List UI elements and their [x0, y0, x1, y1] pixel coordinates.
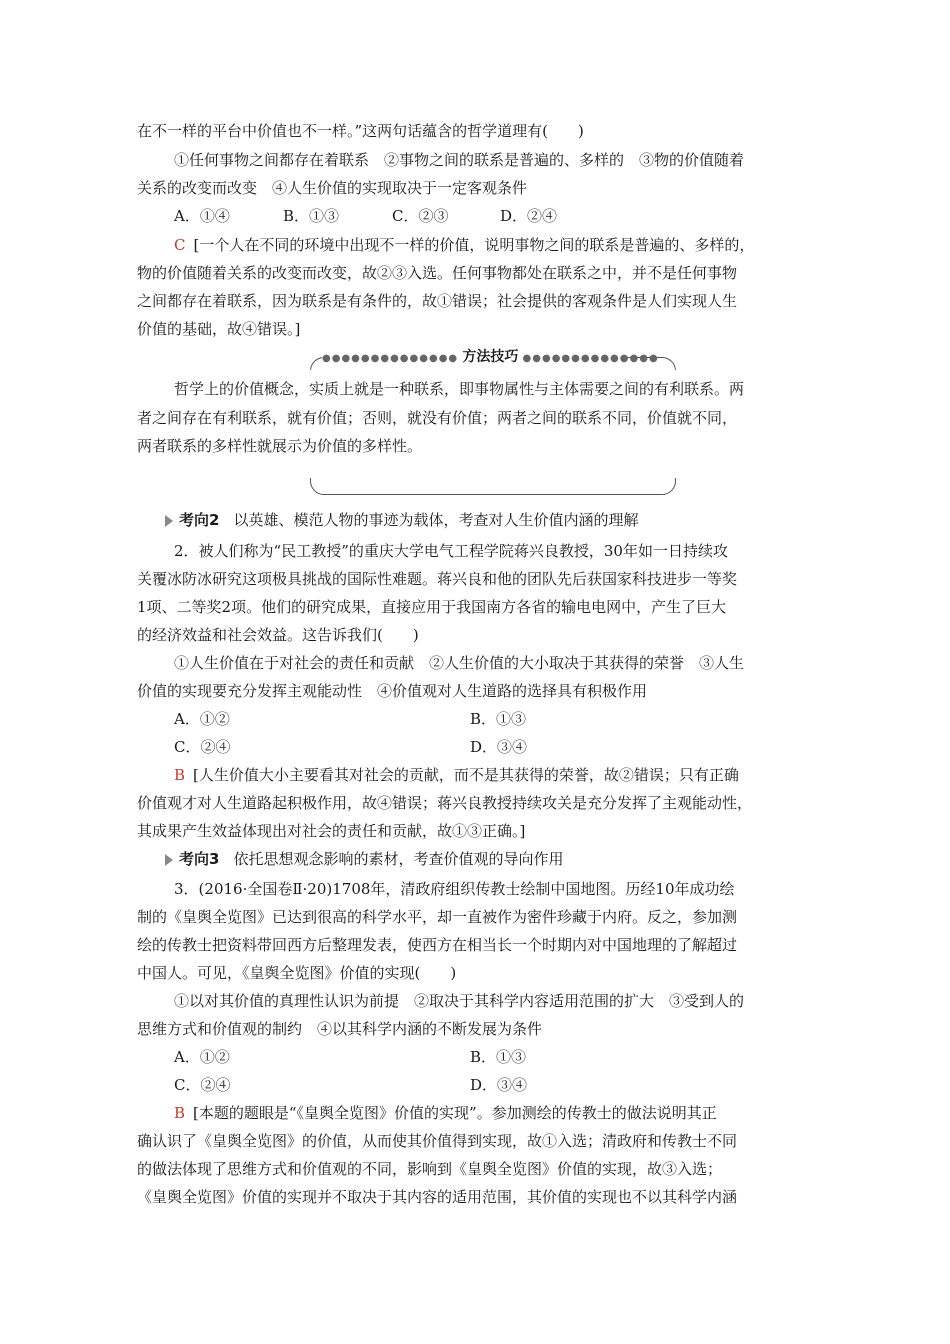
q2-option-a: A．①②	[174, 710, 230, 728]
q3-option-d: D．③④	[470, 1076, 528, 1094]
q1-expl-text-1: [一个人在不同的环境中出现不一样的价值，说明事物之间的联系是普遍的、多样的，	[193, 236, 755, 254]
section-3-heading	[165, 849, 563, 869]
triangle-marker-icon	[165, 854, 173, 866]
section-2-tag: 考向2	[179, 511, 220, 529]
section-3-tag: 考向3	[179, 850, 220, 868]
q1-explanation-line-2: 物的价值随着关系的改变而改变，故②③入选。任何事物都处在联系之中，并不是任何事物	[137, 264, 738, 282]
q1-explanation-line-1	[174, 235, 817, 255]
title-dots-left: ●●●●●●●●●●●●●●	[322, 353, 463, 364]
method-tips-title-text: 方法技巧	[462, 349, 519, 365]
q3-explanation-line-3: 的做法体现了思维方式和价值观的不同，影响到《皇舆全览图》价值的实现，故③入选；	[137, 1160, 723, 1178]
q2-stem-line-1: 2．被人们称为“民工教授”的重庆大学电气工程学院蒋兴良教授，30年如一日持续攻	[174, 542, 728, 560]
q2-answer: B	[174, 766, 186, 784]
section-3-text: 依托思想观念影响的素材，考查价值观的导向作用	[233, 850, 564, 868]
q1-explanation-line-3: 之间都存在着联系，因为联系是有条件的，故①错误；社会提供的客观条件是人们实现人生	[137, 292, 738, 310]
q2-items-line-1: ①人生价值在于对社会的责任和贡献 ②人生价值的大小取决于其获得的荣誉 ③人生	[174, 654, 745, 672]
tip-line-3: 两者联系的多样性就展示为价值的多样性。	[137, 437, 423, 455]
q1-option-b: B．①③	[283, 207, 340, 225]
q2-option-c: C．②④	[174, 738, 231, 756]
q3-stem-line-3: 绘的传教士把资料带回西方后整理发表，使西方在相当长一个时期内对中国地理的了解超过	[137, 936, 738, 954]
q3-items-line-2: 思维方式和价值观的制约 ④以其科学内涵的不断发展为条件	[137, 1020, 543, 1038]
q1-answer: C	[174, 236, 186, 254]
tip-line-1: 哲学上的价值概念，实质上就是一种联系，即事物属性与主体需要之间的有利联系。两	[174, 380, 745, 398]
triangle-marker-icon	[165, 515, 173, 527]
q3-option-c: C．②④	[174, 1076, 231, 1094]
q3-explanation-line-2: 确认识了《皇舆全览图》的价值，从而使其价值得到实现，故①入选；清政府和传教士不同	[137, 1132, 738, 1150]
q2-stem-line-3: 1项、二等奖2项。他们的研究成果，直接应用于我国南方各省的输电电网中，产生了巨大	[137, 598, 727, 616]
section-2-heading	[165, 510, 638, 530]
q2-option-b: B．①③	[470, 710, 527, 728]
q2-explanation-line-2: 价值观才对人生道路起积极作用，故④错误；蒋兴良教授持续攻关是充分发挥了主观能动性，	[137, 794, 753, 812]
q2-items-line-2: 价值的实现要充分发挥主观能动性 ④价值观对人生道路的选择具有积极作用	[137, 682, 648, 700]
q1-option-a: A．①④	[174, 207, 230, 225]
q3-stem-line-4: 中国人。可见，《皇舆全览图》价值的实现( )	[137, 964, 457, 982]
q3-stem-line-2: 制的《皇舆全览图》已达到很高的科学水平，却一直被作为密件珍藏于内府。反之，参加测	[137, 908, 738, 926]
q3-items-line-1: ①以对其价值的真理性认识为前提 ②取决于其科学内容适用范围的扩大 ③受到人的	[174, 992, 745, 1010]
q2-explanation-line-3: 其成果产生效益体现出对社会的责任和贡献，故①③正确。]	[137, 822, 526, 840]
q3-option-a: A．①②	[174, 1048, 230, 1066]
q1-stem-tail: 在不一样的平台中价值也不一样。”这两句话蕴含的哲学道理有( )	[137, 122, 584, 140]
q2-explanation-line-1	[174, 765, 817, 785]
q1-items-line-1: ①任何事物之间都存在着联系 ②事物之间的联系是普遍的、多样的 ③物的价值随着	[174, 151, 745, 169]
title-dots-right: ●●●●●●●●●●●●●●	[518, 353, 659, 364]
q2-expl-text-1: [人生价值大小主要看其对社会的贡献，而不是其获得的荣誉，故②错误；只有正确	[193, 766, 739, 784]
q3-explanation-line-1	[174, 1103, 817, 1123]
q1-option-c: C．②③	[392, 207, 449, 225]
q1-items-line-2: 关系的改变而改变 ④人生价值的实现取决于一定客观条件	[137, 179, 528, 197]
section-2-text: 以英雄、模范人物的事迹为载体，考查对人生价值内涵的理解	[233, 511, 639, 529]
q3-answer: B	[174, 1104, 186, 1122]
q2-stem-line-2: 关覆冰防冰研究这项极具挑战的国际性难题。蒋兴良和他的团队先后获国家科技进步一等奖	[137, 570, 738, 588]
method-tips-title	[322, 346, 659, 368]
q2-stem-line-4: 的经济效益和社会效益。这告诉我们( )	[137, 626, 419, 644]
q3-explanation-line-4: 《皇舆全览图》价值的实现并不取决于其内容的适用范围，其价值的实现也不以其科学内涵	[137, 1188, 738, 1206]
q2-option-d: D．③④	[470, 738, 528, 756]
tip-line-2: 者之间存在有利联系，就有价值；否则，就没有价值；两者之间的联系不同，价值就不同，	[137, 409, 738, 427]
q3-expl-text-1: [本题的题眼是“《皇舆全览图》价值的实现”。参加测绘的传教士的做法说明其正	[193, 1104, 717, 1122]
q1-option-d: D．②④	[500, 207, 558, 225]
q1-explanation-line-4: 价值的基础，故④错误。]	[137, 320, 301, 338]
q3-stem-line-1: 3．(2016·全国卷Ⅱ·20)1708年，清政府组织传教士绘制中国地图。历经10年成功绘	[174, 880, 735, 898]
q3-option-b: B．①③	[470, 1048, 527, 1066]
